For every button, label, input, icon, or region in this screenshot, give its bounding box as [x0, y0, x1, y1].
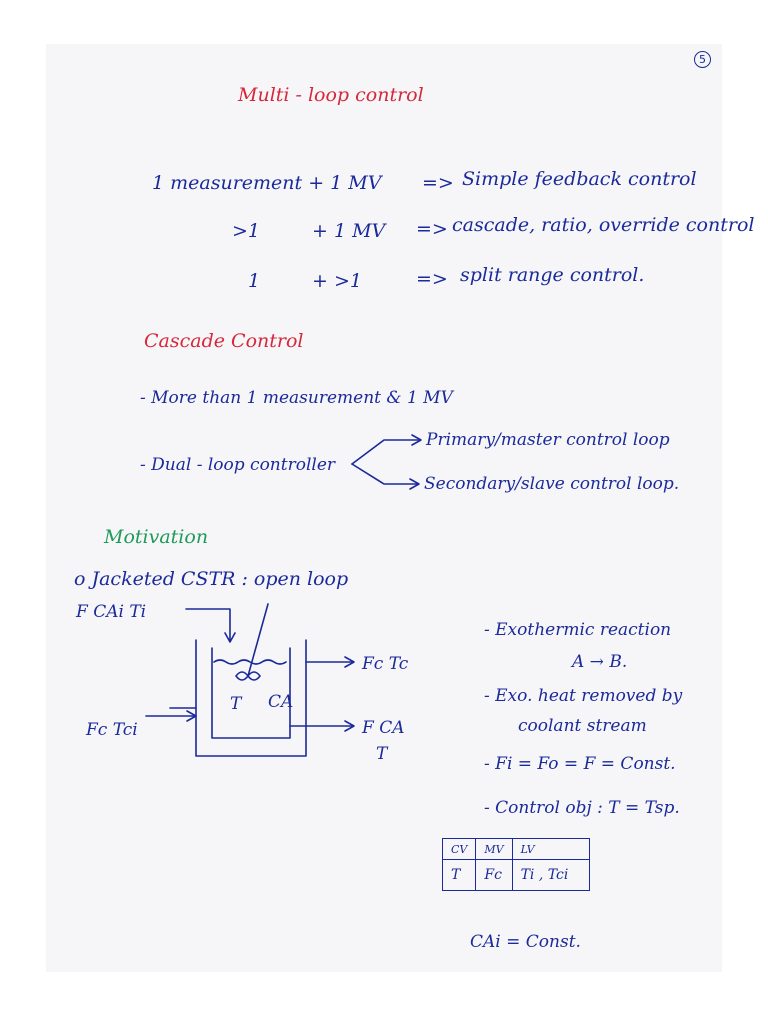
table-cell-lv: Ti , Tci [512, 860, 589, 891]
note-5: - Fi = Fo = F = Const. [484, 754, 676, 774]
cascade-point-2: - Dual - loop controller [140, 455, 336, 475]
table-header-cv: CV [443, 839, 476, 860]
outlet-label: F CA [362, 718, 405, 738]
row2-lhs-a: >1 [232, 220, 261, 242]
liquid-level [214, 660, 286, 664]
cascade-point-1: - More than 1 measurement & 1 MV [140, 388, 453, 408]
table-header-mv: MV [476, 839, 512, 860]
row1-arrow: => [422, 172, 454, 194]
feed-line [186, 609, 230, 640]
coolant-in-label: Fc Tci [86, 720, 138, 740]
row1-rhs: Simple feedback control [462, 168, 697, 190]
row1-lhs: 1 measurement + 1 MV [152, 172, 382, 194]
note-3: - Exo. heat removed by [484, 686, 683, 706]
coolant-out-label: Fc Tc [362, 654, 409, 674]
reactor-conc-label: CA [268, 692, 294, 712]
note-4: coolant stream [518, 716, 647, 736]
motivation-title: Motivation [104, 526, 209, 548]
row2-lhs-b: + 1 MV [312, 220, 386, 242]
cascade-title: Cascade Control [144, 330, 304, 352]
cstr-heading: o Jacketed CSTR : open loop [74, 568, 349, 590]
stirrer-shaft [248, 604, 268, 676]
cascade-branch-1: Primary/master control loop [426, 430, 670, 450]
split-arrow-lower [352, 464, 418, 484]
row3-lhs-b: + >1 [312, 270, 362, 292]
page-number: 5 [694, 51, 711, 68]
row3-lhs-a: 1 [248, 270, 261, 292]
table-cell-mv: Fc [476, 860, 512, 891]
reactor-temp-label: T [230, 694, 242, 714]
note-1: - Exothermic reaction [484, 620, 672, 640]
footer-note: CAi = Const. [470, 932, 581, 952]
multiloop-title: Multi - loop control [238, 84, 424, 106]
cascade-branch-2: Secondary/slave control loop. [424, 474, 680, 494]
outlet-temp-label: T [376, 744, 388, 764]
table-header-lv: LV [512, 839, 589, 860]
note-6: - Control obj : T = Tsp. [484, 798, 680, 818]
stirrer-blade-right [248, 672, 260, 680]
row2-arrow: => [416, 218, 448, 240]
row2-rhs: cascade, ratio, override control [452, 214, 755, 236]
row3-rhs: split range control. [460, 264, 645, 286]
split-arrow-upper [352, 440, 420, 464]
stirrer-blade-left [236, 672, 248, 680]
row3-arrow: => [416, 268, 448, 290]
inlet-label: F CAi Ti [76, 602, 147, 622]
note-2: A → B. [572, 652, 628, 672]
table-cell-cv: T [443, 860, 476, 891]
